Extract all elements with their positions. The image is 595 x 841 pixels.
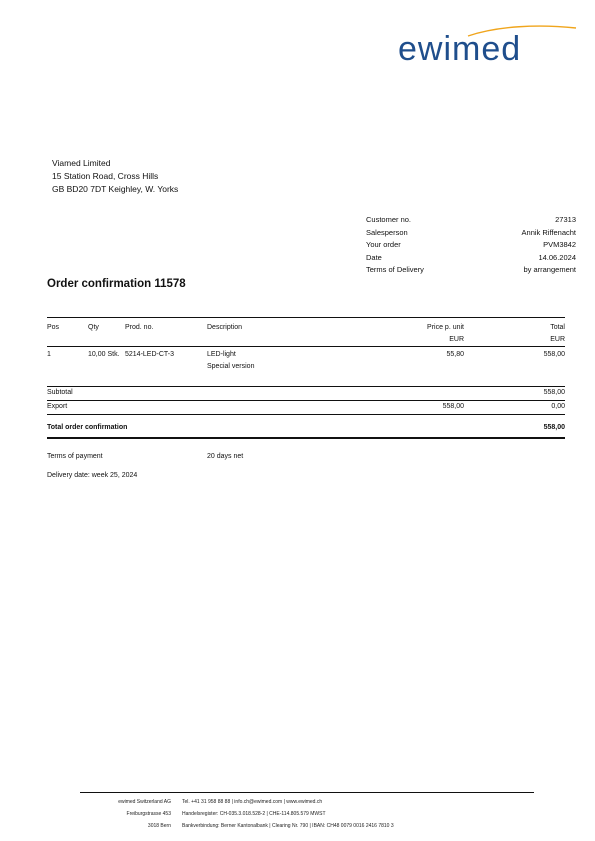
total-bottom-rule [47,437,565,439]
row-pos: 1 [47,351,51,358]
meta-label: Date [366,252,382,262]
meta-row-salesperson [366,227,576,240]
row-qty: 10,00 Stk. [88,351,120,358]
export-value: 0,00 [551,403,565,410]
meta-row-date [366,252,576,265]
footer-line [0,799,595,811]
meta-value: by arrangement [523,265,576,274]
export-row [47,403,565,413]
table-top-rule [47,317,565,318]
row-description-detail: Special version [207,363,255,370]
row-price: 55,80 [446,351,464,358]
export-rule [47,400,565,401]
footer-bank: Bankverbindung: Berner Kantonalbank | Clearing Nr. 790 | IBAN: CH48 0079 0016 2416 7810 3 [182,823,394,829]
header-qty: Qty [88,324,99,331]
header-description: Description [207,324,243,331]
payment-terms-value: 20 days net [207,453,244,460]
header-total: Total [550,324,565,331]
footer-rule [80,792,534,793]
header-price-currency: EUR [449,336,464,343]
row-total: 558,00 [543,351,565,358]
footer-line [0,811,595,823]
row-prod-no: 5214-LED-CT-3 [125,351,175,358]
meta-label: Your order [366,240,401,249]
subtotal-rule [47,386,565,387]
meta-label: Salesperson [366,227,408,237]
meta-value: PVM3842 [543,240,576,249]
meta-value: 14.06.2024 [538,252,576,262]
meta-row-terms-of-delivery [366,264,576,277]
meta-label: Customer no. [366,215,412,224]
ewimed-logo-graphic [398,24,580,68]
header-price-per-unit: Price p. unit [427,324,464,331]
meta-value: Annik Riffenacht [521,227,576,237]
export-label: Export [47,403,68,410]
footer-registry: Handelsregister: CH-035.3.018.528-2 | CHE-114.805.579 MWST [182,811,326,817]
footer-contact: Tel. +41 31 958 88 88 | info.ch@ewimed.com | www.ewimed.ch [182,799,323,805]
table-row [47,351,565,375]
footer-street: Freiburgstrasse 453 [126,811,171,817]
total-rule [47,414,565,415]
header-prod-no: Prod. no. [125,324,154,331]
company-logo [398,24,580,68]
document-title: Order confirmation 11578 [47,278,186,290]
address-line: GB BD20 7DT Keighley, W. Yorks [52,184,179,194]
address-line: Viamed Limited [52,158,111,168]
meta-row-your-order [366,239,576,252]
row-description: LED-light [207,351,236,358]
payment-terms-label: Terms of payment [47,453,103,460]
meta-label: Terms of Delivery [366,265,424,274]
subtotal-value: 558,00 [543,389,565,396]
footer-company: ewimed Switzerland AG [118,799,171,805]
total-row [47,424,565,434]
meta-value: 27313 [555,215,576,224]
footer-city: 3018 Bern [147,823,171,829]
meta-row-customer-no [366,214,576,227]
header-pos: Pos [47,324,60,331]
export-base: 558,00 [442,403,464,410]
delivery-date: Delivery date: week 25, 2024 [47,472,138,479]
recipient-address [52,157,178,196]
order-meta [366,214,576,277]
total-value: 558,00 [543,424,565,431]
logo-text: ewimed [398,30,522,68]
total-label: Total order confirmation [47,424,128,431]
table-header [47,324,565,348]
table-header-rule [47,346,565,347]
address-line: 15 Station Road, Cross Hills [52,171,159,181]
subtotal-row [47,389,565,399]
subtotal-label: Subtotal [47,389,73,396]
footer-line [0,823,595,835]
header-total-currency: EUR [550,336,565,343]
